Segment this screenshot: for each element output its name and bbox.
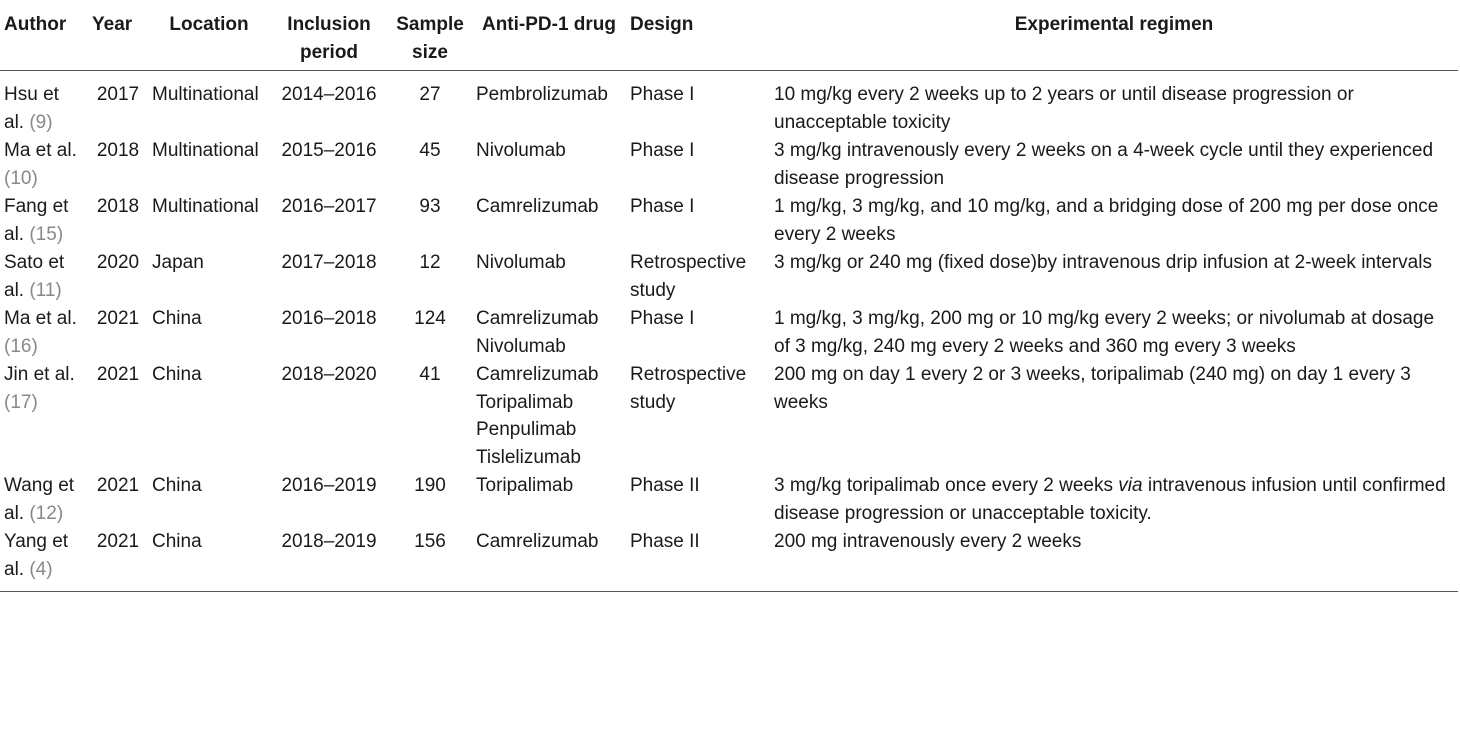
sample-cell (388, 527, 472, 592)
author-name: Fang et al. (4, 196, 69, 245)
design-cell (626, 192, 770, 248)
period-cell (270, 304, 388, 360)
inclusion-period-value: 2018–2020 (281, 364, 377, 385)
drug-name: Camrelizumab (476, 196, 599, 217)
year-value: 2021 (96, 308, 140, 329)
design-cell (626, 248, 770, 304)
location-cell (148, 471, 270, 527)
reference-link: (15) (29, 223, 64, 245)
studies-table (0, 6, 1458, 592)
drug-name: Nivolumab (476, 335, 566, 357)
header-author: Author (0, 6, 88, 71)
sample-size-value: 156 (414, 531, 446, 552)
location-value: Multinational (152, 140, 259, 161)
table-row (0, 248, 1458, 304)
drug-name: Tislelizumab (476, 446, 581, 468)
table-row (0, 192, 1458, 248)
sample-cell (388, 192, 472, 248)
location-value: China (152, 308, 202, 329)
table-row (0, 527, 1458, 592)
table-row (0, 471, 1458, 527)
author-name: Yang et al. (4, 531, 69, 580)
design-value: Phase I (630, 84, 695, 105)
sample-size-value: 12 (419, 252, 441, 273)
header-drug: Anti-PD-1 drug (472, 6, 626, 71)
author-name: Ma et al. (4, 308, 77, 329)
regimen-cell (770, 471, 1458, 527)
design-cell (626, 136, 770, 192)
author-cell (0, 360, 88, 471)
location-value: Japan (152, 252, 204, 273)
inclusion-period-value: 2014–2016 (281, 84, 377, 105)
drug-name: Toripalimab (476, 475, 574, 496)
drug-name: Toripalimab (476, 391, 574, 413)
header-year: Year (88, 6, 148, 71)
sample-cell (388, 360, 472, 471)
year-cell (88, 192, 148, 248)
location-value: China (152, 364, 202, 385)
author-cell (0, 136, 88, 192)
location-cell (148, 136, 270, 192)
regimen-text: 200 mg intravenously every 2 weeks (774, 531, 1082, 552)
author-cell (0, 71, 88, 137)
design-value: Phase II (630, 475, 700, 496)
design-value: Phase I (630, 308, 695, 329)
location-cell (148, 360, 270, 471)
design-cell (626, 360, 770, 471)
sample-size-value: 124 (414, 308, 446, 329)
inclusion-period-value: 2016–2017 (281, 196, 377, 217)
drug-name: Camrelizumab (476, 364, 599, 385)
design-value: Retrospective study (630, 252, 747, 301)
location-value: Multinational (152, 196, 259, 217)
regimen-text: 1 mg/kg, 3 mg/kg, 200 mg or 10 mg/kg every 2 weeks; or nivolumab at dosage of 3 mg/kg, 240 mg every 2 weeks and 360 mg every 3 weeks (774, 308, 1435, 357)
drug-name: Camrelizumab (476, 531, 599, 552)
design-cell (626, 71, 770, 137)
year-cell (88, 527, 148, 592)
table-row (0, 71, 1458, 137)
year-cell (88, 248, 148, 304)
year-value: 2021 (96, 364, 140, 385)
header-regimen: Experimental regimen (770, 6, 1458, 71)
period-cell (270, 192, 388, 248)
sample-size-value: 27 (419, 84, 441, 105)
year-value: 2021 (96, 475, 140, 496)
header-inclusion-period: Inclusion period (270, 6, 388, 71)
regimen-cell (770, 71, 1458, 137)
year-cell (88, 136, 148, 192)
year-cell (88, 360, 148, 471)
reference-link: (10) (4, 167, 38, 189)
table-row (0, 136, 1458, 192)
regimen-cell (770, 248, 1458, 304)
header-sample-size: Sample size (388, 6, 472, 71)
regimen-cell (770, 192, 1458, 248)
inclusion-period-value: 2015–2016 (281, 140, 377, 161)
period-cell (270, 527, 388, 592)
header-design: Design (626, 6, 770, 71)
drug-cell (472, 360, 626, 471)
sample-cell (388, 71, 472, 137)
author-cell (0, 304, 88, 360)
regimen-cell (770, 360, 1458, 471)
year-cell (88, 471, 148, 527)
design-value: Phase II (630, 531, 700, 552)
year-value: 2020 (96, 252, 140, 273)
author-name: Hsu et al. (4, 84, 59, 133)
drug-cell (472, 304, 626, 360)
drug-name: Nivolumab (476, 140, 566, 161)
year-value: 2017 (96, 84, 140, 105)
sample-size-value: 93 (419, 196, 441, 217)
header-row (0, 6, 1458, 71)
regimen-text: 1 mg/kg, 3 mg/kg, and 10 mg/kg, and a bridging dose of 200 mg per dose once every 2 weeks (774, 196, 1439, 245)
table-row (0, 304, 1458, 360)
regimen-text: 3 mg/kg intravenously every 2 weeks on a 4-week cycle until they experienced disease progression (774, 140, 1434, 189)
location-value: Multinational (152, 84, 259, 105)
location-cell (148, 248, 270, 304)
drug-name: Penpulimab (476, 419, 577, 440)
drug-name: Camrelizumab (476, 308, 599, 329)
design-value: Phase I (630, 196, 695, 217)
reference-link: (4) (29, 558, 53, 580)
author-cell (0, 471, 88, 527)
reference-link: (9) (29, 111, 53, 133)
sample-cell (388, 471, 472, 527)
sample-cell (388, 248, 472, 304)
author-cell (0, 527, 88, 592)
sample-cell (388, 304, 472, 360)
sample-cell (388, 136, 472, 192)
reference-link: (17) (4, 391, 38, 413)
author-name: Sato et al. (4, 252, 65, 301)
author-name: Wang et al. (4, 475, 75, 524)
inclusion-period-value: 2018–2019 (281, 531, 377, 552)
regimen-text-italic: via (1118, 475, 1143, 496)
author-cell (0, 192, 88, 248)
reference-link: (12) (29, 502, 64, 524)
reference-link: (16) (4, 335, 38, 357)
drug-cell (472, 71, 626, 137)
design-value: Phase I (630, 140, 695, 161)
location-cell (148, 527, 270, 592)
sample-size-value: 45 (419, 140, 441, 161)
drug-cell (472, 248, 626, 304)
regimen-text: 200 mg on day 1 every 2 or 3 weeks, toripalimab (240 mg) on day 1 every 3 weeks (774, 364, 1411, 413)
location-value: China (152, 531, 202, 552)
author-cell (0, 248, 88, 304)
year-value: 2018 (96, 140, 140, 161)
drug-cell (472, 471, 626, 527)
location-cell (148, 192, 270, 248)
design-cell (626, 304, 770, 360)
inclusion-period-value: 2017–2018 (281, 252, 377, 273)
period-cell (270, 136, 388, 192)
header-location: Location (148, 6, 270, 71)
year-cell (88, 71, 148, 137)
regimen-text: 3 mg/kg or 240 mg (fixed dose)by intravenous drip infusion at 2-week intervals (774, 252, 1432, 273)
inclusion-period-value: 2016–2018 (281, 308, 377, 329)
reference-link: (11) (29, 279, 62, 301)
design-cell (626, 527, 770, 592)
year-value: 2021 (96, 531, 140, 552)
year-cell (88, 304, 148, 360)
period-cell (270, 71, 388, 137)
drug-name: Nivolumab (476, 252, 566, 273)
drug-cell (472, 527, 626, 592)
inclusion-period-value: 2016–2019 (281, 475, 377, 496)
author-name: Jin et al. (4, 364, 75, 385)
regimen-text: intravenous infusion until confirmed disease progression or unacceptable toxicity. (774, 475, 1446, 524)
regimen-cell (770, 527, 1458, 592)
year-value: 2018 (96, 196, 140, 217)
period-cell (270, 471, 388, 527)
location-value: China (152, 475, 202, 496)
regimen-cell (770, 304, 1458, 360)
period-cell (270, 248, 388, 304)
sample-size-value: 41 (419, 364, 441, 385)
design-cell (626, 471, 770, 527)
author-name: Ma et al. (4, 140, 77, 161)
sample-size-value: 190 (414, 475, 446, 496)
regimen-cell (770, 136, 1458, 192)
regimen-text: 3 mg/kg toripalimab once every 2 weeks (774, 475, 1119, 496)
drug-cell (472, 192, 626, 248)
location-cell (148, 71, 270, 137)
location-cell (148, 304, 270, 360)
table-row (0, 360, 1458, 471)
drug-cell (472, 136, 626, 192)
regimen-text: 10 mg/kg every 2 weeks up to 2 years or until disease progression or unacceptable toxicity (774, 84, 1354, 133)
design-value: Retrospective study (630, 364, 747, 413)
drug-name: Pembrolizumab (476, 84, 608, 105)
period-cell (270, 360, 388, 471)
